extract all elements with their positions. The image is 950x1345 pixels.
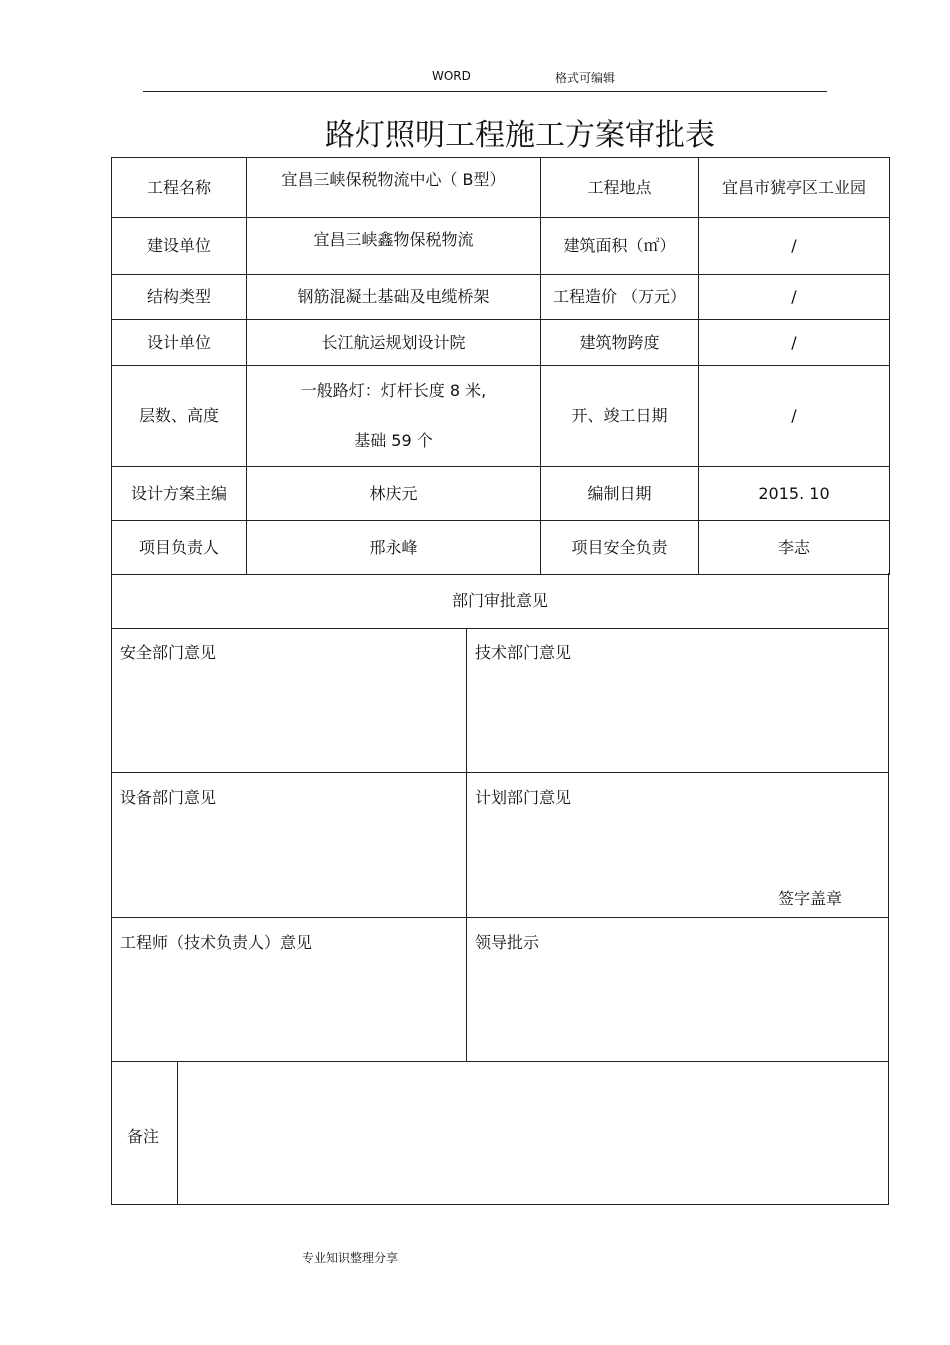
plan-opinion-cell <box>467 773 888 917</box>
table-row <box>112 218 890 275</box>
remark-label-cell <box>112 1062 177 1204</box>
equipment-opinion-cell <box>112 773 466 917</box>
value-cell: 李志 <box>699 521 890 575</box>
value-cell: 钢筋混凝土基础及电缆桥架 <box>247 275 541 320</box>
label-cell: 编制日期 <box>541 467 699 521</box>
signature-stamp-label: 签字盖章 <box>778 889 843 908</box>
value-cell: 宜昌三峡鑫物保税物流 <box>247 218 541 275</box>
label-cell: 项目负责人 <box>112 521 247 575</box>
label-cell: 项目安全负责 <box>541 521 699 575</box>
label-cell: 工程造价 （万元） <box>541 275 699 320</box>
table-row <box>112 366 890 467</box>
plan-opinion-label: 计划部门意见 <box>475 788 572 807</box>
header-rule <box>143 91 827 92</box>
value-line: 基础 59 个 <box>354 431 433 450</box>
value-cell: / <box>699 275 890 320</box>
value-cell <box>247 366 541 467</box>
value-cell: 宜昌三峡保税物流中心（ B型） <box>247 158 541 218</box>
header-editable: 格式可编辑 <box>555 71 616 85</box>
leader-instruction-cell <box>467 918 888 1061</box>
engineer-opinion-cell <box>112 918 466 1061</box>
label-cell: 建设单位 <box>112 218 247 275</box>
label-cell: 设计方案主编 <box>112 467 247 521</box>
value-cell: 2015. 10 <box>699 467 890 521</box>
value-cell: 邢永峰 <box>247 521 541 575</box>
approval-section <box>111 573 889 1205</box>
label-cell: 工程名称 <box>112 158 247 218</box>
value-line: 一般路灯：灯杆长度 8 米, <box>300 381 487 400</box>
safety-opinion-cell <box>112 628 466 772</box>
label-cell: 开、竣工日期 <box>541 366 699 467</box>
label-cell: 结构类型 <box>112 275 247 320</box>
label-cell: 工程地点 <box>541 158 699 218</box>
value-cell: 宜昌市猇亭区工业园 <box>699 158 890 218</box>
label-cell: 建筑物跨度 <box>541 320 699 366</box>
value-cell: / <box>699 218 890 275</box>
value-cell: 林庆元 <box>247 467 541 521</box>
label-cell: 建筑面积（㎡） <box>541 218 699 275</box>
page-title: 路灯照明工程施工方案审批表 <box>325 118 715 153</box>
table-row <box>112 467 890 521</box>
label-cell: 层数、高度 <box>112 366 247 467</box>
remark-label: 备注 <box>127 1127 160 1146</box>
header-word: WORD <box>432 69 471 83</box>
safety-opinion-label: 安全部门意见 <box>120 643 217 662</box>
tech-opinion-label: 技术部门意见 <box>475 643 572 662</box>
table-row <box>112 521 890 575</box>
leader-instruction-label: 领导批示 <box>475 933 540 952</box>
info-table <box>111 157 890 575</box>
table-row <box>112 320 890 366</box>
label-cell: 设计单位 <box>112 320 247 366</box>
engineer-opinion-label: 工程师（技术负责人）意见 <box>120 933 313 952</box>
table-row <box>112 158 890 218</box>
value-cell: 长江航运规划设计院 <box>247 320 541 366</box>
approval-header: 部门审批意见 <box>451 591 548 610</box>
value-cell: / <box>699 366 890 467</box>
tech-opinion-cell <box>467 628 888 772</box>
table-row <box>112 275 890 320</box>
value-cell: / <box>699 320 890 366</box>
footer-text: 专业知识整理分享 <box>302 1251 399 1265</box>
remark-content-cell <box>178 1062 888 1204</box>
equipment-opinion-label: 设备部门意见 <box>120 788 217 807</box>
